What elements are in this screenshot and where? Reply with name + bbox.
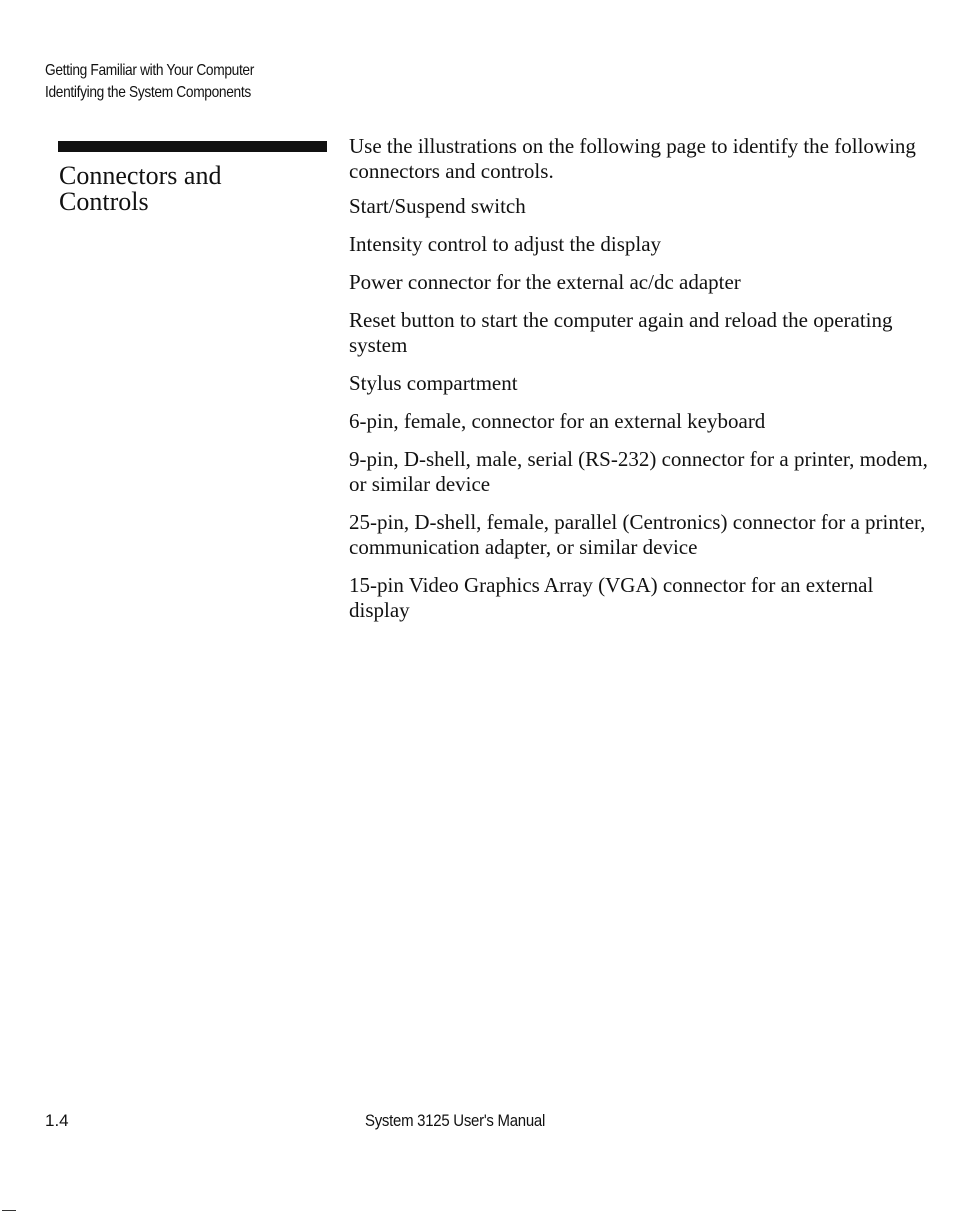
item-vga-connector: 15-pin Video Graphics Array (VGA) connector for an external display xyxy=(349,573,874,622)
section-rule-bar xyxy=(58,141,327,152)
section-title-line-2: Controls xyxy=(59,187,149,216)
running-head xyxy=(45,60,254,104)
item-power-connector: Power connector for the external ac/dc adapter xyxy=(349,270,741,294)
manual-title: System 3125 User's Manual xyxy=(365,1111,546,1130)
section-title-line-1: Connectors and xyxy=(59,161,222,190)
item-stylus-compartment: Stylus compartment xyxy=(349,371,518,395)
item-serial-connector: 9-pin, D-shell, male, serial (RS-232) connector for a printer, modem, or similar device xyxy=(349,447,928,496)
item-keyboard-connector: 6-pin, female, connector for an external keyboard xyxy=(349,409,766,433)
section-title xyxy=(59,163,221,215)
body-text xyxy=(349,134,929,636)
intro-paragraph: Use the illustrations on the following page to identify the following connectors and controls. xyxy=(349,134,916,183)
item-parallel-connector: 25-pin, D-shell, female, parallel (Centronics) connector for a printer, communication adapter, or similar device xyxy=(349,510,926,559)
item-reset-button: Reset button to start the computer again and reload the operating system xyxy=(349,308,893,357)
running-head-chapter: Getting Familiar with Your Computer xyxy=(45,62,254,79)
corner-mark xyxy=(2,1210,16,1211)
running-head-section: Identifying the System Components xyxy=(45,84,251,101)
item-start-suspend-switch: Start/Suspend switch xyxy=(349,194,526,218)
page-number: 1.4 xyxy=(45,1111,69,1130)
item-intensity-control: Intensity control to adjust the display xyxy=(349,232,662,256)
